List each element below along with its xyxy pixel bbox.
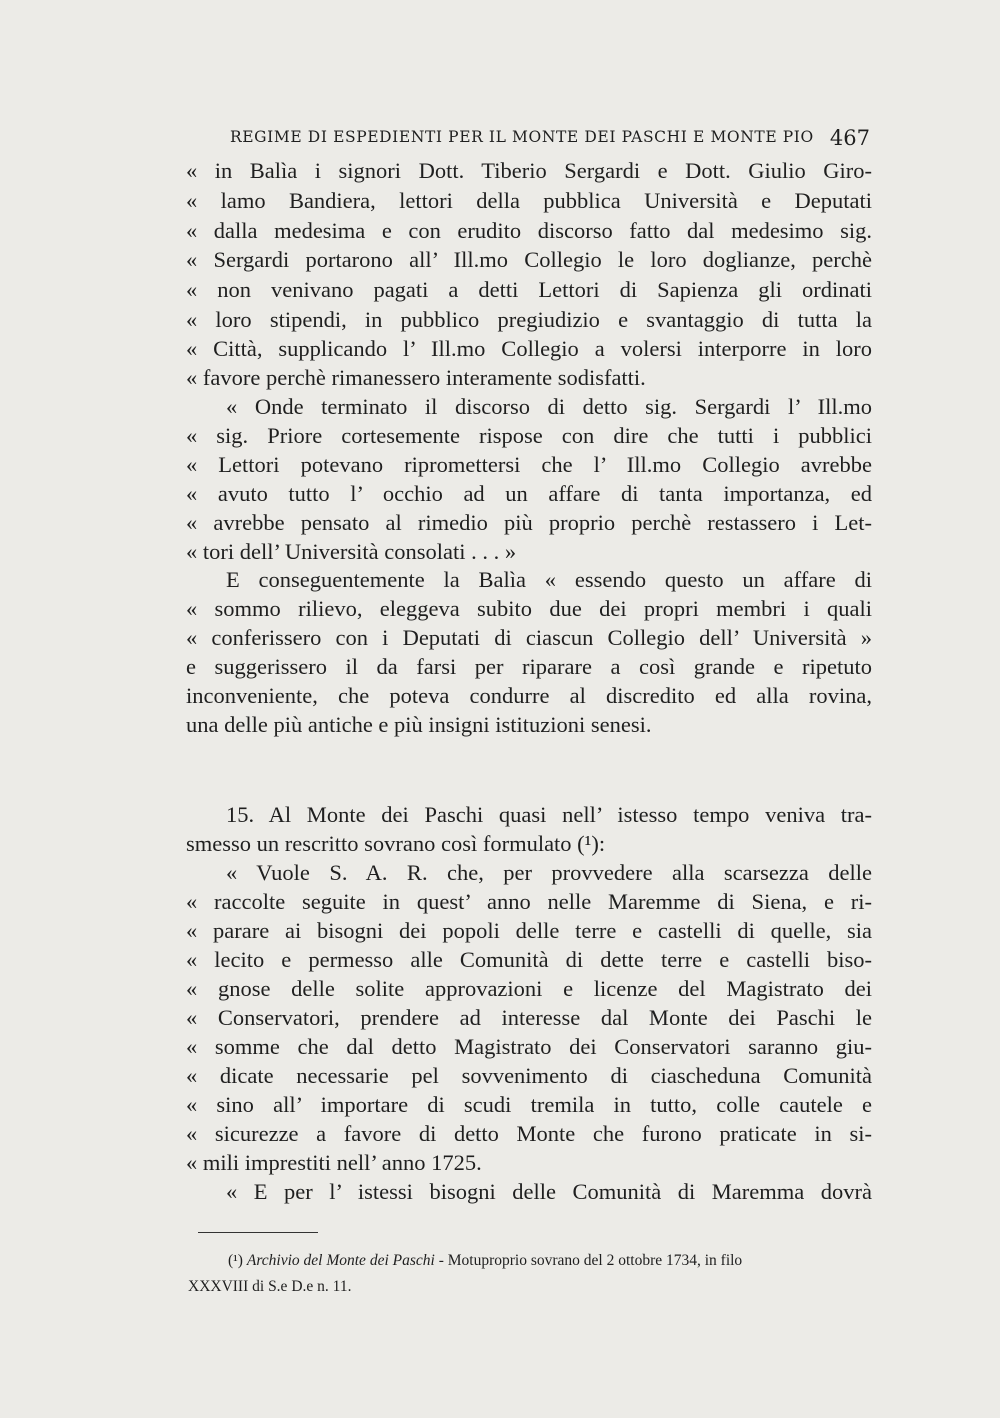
text-line: « Città, supplicando l’ Ill.mo Collegio a volersi interporre in loro — [186, 336, 872, 361]
text-line: « avuto tutto l’ occhio ad un affare di tanta importanza, ed — [186, 481, 872, 506]
text-line: E conseguentemente la Balìa « essendo questo un affare di — [226, 567, 872, 592]
text-line: « Vuole S. A. R. che, per provvedere alla scarsezza delle — [226, 860, 872, 885]
text-line: « favore perchè rimanessero interamente sodisfatti. — [186, 365, 646, 390]
text-line: « Conservatori, prendere ad interesse dal Monte dei Paschi le — [186, 1005, 872, 1030]
running-header-title: REGIME DI ESPEDIENTI PER IL MONTE DEI PASCHI E MONTE PIO — [230, 128, 814, 146]
text-line: « sino all’ importare di scudi tremila in tutto, colle cautele e — [186, 1092, 872, 1117]
text-line: « non venivano pagati a detti Lettori di Sapienza gli ordinati — [186, 277, 872, 302]
text-line: « dicate necessarie pel sovvenimento di ciascheduna Comunità — [186, 1063, 872, 1088]
section-15-heading-line: 15. Al Monte dei Paschi quasi nell’ istesso tempo veniva tra- — [226, 802, 872, 827]
page-number: 467 — [829, 126, 870, 150]
text-line: « avrebbe pensato al rimedio più proprio perchè restassero i Let- — [186, 510, 872, 535]
text-line: « sommo rilievo, eleggeva subito due dei propri membri i quali — [186, 596, 872, 621]
text-line: una delle più antiche e più insigni istituzioni senesi. — [186, 712, 652, 737]
text-line: « Sergardi portarono all’ Ill.mo Collegio le loro doglianze, perchè — [186, 247, 872, 272]
text-line: inconveniente, che poteva condurre al discredito ed alla rovina, — [186, 683, 872, 708]
text-line: « lecito e permesso alle Comunità di dette terre e castelli biso- — [186, 947, 872, 972]
text-line: « loro stipendi, in pubblico pregiudizio e svantaggio di tutta la — [186, 307, 872, 332]
text-line: « E per l’ istessi bisogni delle Comunità di Maremma dovrà — [226, 1179, 872, 1204]
text-line: « raccolte seguite in quest’ anno nelle Maremme di Siena, e ri- — [186, 889, 872, 914]
text-line: « dalla medesima e con erudito discorso fatto dal medesimo sig. — [186, 218, 872, 243]
text-line: « in Balìa i signori Dott. Tiberio Sergardi e Dott. Giulio Giro- — [186, 158, 872, 183]
text-line: « somme che dal detto Magistrato dei Conservatori saranno giu- — [186, 1034, 872, 1059]
text-line: « tori dell’ Università consolati . . . » — [186, 539, 517, 564]
footnote-rule — [198, 1232, 318, 1233]
text-line: « sicurezze a favore di detto Monte che furono praticate in si- — [186, 1121, 872, 1146]
footnote-line-2: XXXVIII di S.e D.e n. 11. — [188, 1278, 352, 1295]
footnote-text: - Motuproprio sovrano del 2 ottobre 1734, in filo — [434, 1252, 743, 1269]
text-line: « sig. Priore cortesemente rispose con dire che tutti i pubblici — [186, 423, 872, 448]
text-line: « Onde terminato il discorso di detto sig. Sergardi l’ Ill.mo — [226, 394, 872, 419]
footnote-marker: (¹) — [228, 1252, 243, 1269]
text-line: smesso un rescritto sovrano così formulato (¹): — [186, 831, 606, 856]
footnote-line-1 — [228, 1250, 742, 1272]
text-line: « parare ai bisogni dei popoli delle terre e castelli di quelle, sia — [186, 918, 872, 943]
text-line: e suggerissero il da farsi per riparare a così grande e ripetuto — [186, 654, 872, 679]
text-line: « Lettori potevano ripromettersi che l’ Ill.mo Collegio avrebbe — [186, 452, 872, 477]
text-line: « lamo Bandiera, lettori della pubblica Università e Deputati — [186, 188, 872, 213]
running-header — [230, 126, 870, 152]
text-line: « gnose delle solite approvazioni e licenze del Magistrato dei — [186, 976, 872, 1001]
footnote-source: Archivio del Monte dei Paschi — [246, 1252, 435, 1269]
text-line: « conferissero con i Deputati di ciascun Collegio dell’ Università » — [186, 625, 872, 650]
text-line: « mili imprestiti nell’ anno 1725. — [186, 1150, 482, 1175]
